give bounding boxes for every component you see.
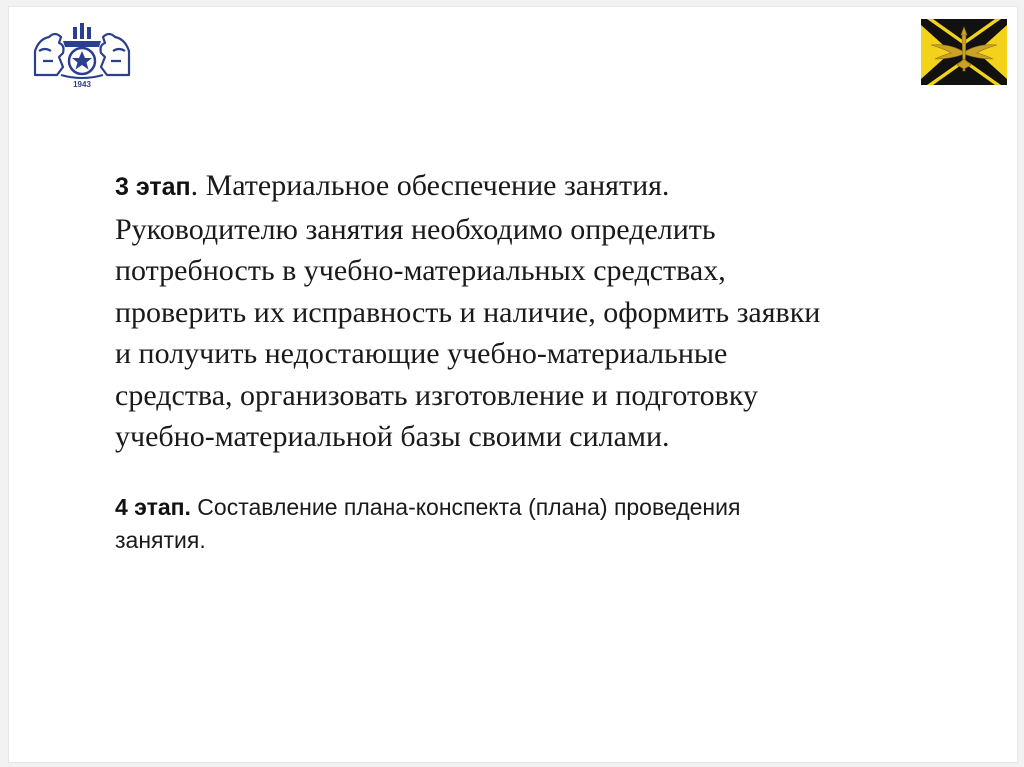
university-emblem-icon	[29, 21, 135, 91]
stage-4-line: занятия.	[115, 527, 206, 553]
signal-troops-emblem-icon	[921, 19, 1007, 85]
stage-3-line: Руководителю занятия необходимо определить	[115, 212, 716, 246]
stage-3-line: учебно-материальной базы своими силами.	[115, 420, 670, 453]
stage-3-line: проверить их исправность и наличие, оформить заявки	[115, 295, 821, 329]
stage-3-line: . Материальное обеспечение занятия.	[190, 169, 670, 202]
stage-3-paragraph	[115, 165, 945, 458]
stage-3-label: 3 этап	[115, 173, 191, 201]
stage-3-line: потребность в учебно-материальных средствах,	[115, 254, 726, 287]
slide	[8, 6, 1018, 763]
stage-4-line: Составление плана-конспекта (плана) проведения	[190, 494, 741, 520]
emblem-year: 1943	[73, 80, 91, 89]
stage-4-label: 4 этап.	[115, 494, 191, 520]
stage-4-paragraph	[115, 491, 945, 557]
stage-3-line: средства, организовать изготовление и подготовку	[115, 378, 758, 412]
stage-3-line: и получить недостающие учебно-материальные	[115, 337, 728, 370]
